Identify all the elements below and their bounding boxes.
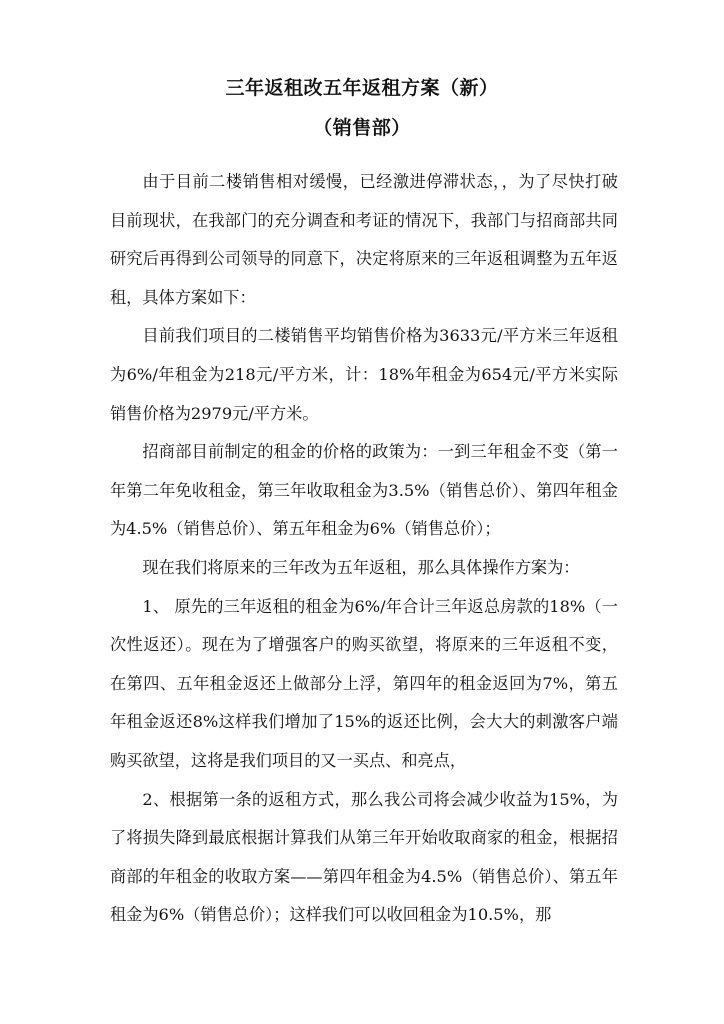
paragraph-item-2: 2、根据第一条的返租方式，那么我公司将会减少收益为15%，为了将损失降到最底根据计算我们从第三年开始收取商家的租金，根据招商部的年租金的收取方案——第四年租金为4.5%（销售总价）、第五年租金为6%（销售总价）；这样我们可以收回租金为10.5%，那 — [110, 789, 618, 925]
paragraph-rent-policy: 招商部目前制定的租金的价格的政策为：一到三年租金不变（第一年第二年免收租金，第三年收取租金为3.5%（销售总价）、第四年租金为4.5%（销售总价）、第五年租金为6%（销售总价）； — [110, 442, 618, 539]
paragraph-item-1: 1、 原先的三年返租的租金为6%/年合计三年返总房款的18%（一次性返还）。现在为了增强客户的购买欲望，将原来的三年返租不变，在第四、五年租金返还上做部分上浮，第四年的租金返回为7%，第五年租金返还8%这样我们增加了15%的返还比例，会大大的刺激客户端购买欲望，这将是我们项目的又一买点、和亮点， — [110, 596, 618, 770]
paragraph-plan-intro: 现在我们将原来的三年改为五年返租，那么具体操作方案为： — [142, 557, 580, 577]
paragraph-intro: 由于目前二楼销售相对缓慢，已经激进停滞状态，，为了尽快打破目前现状，在我部门的充分调查和考证的情况下，我部门与招商部共同研究后再得到公司领导的同意下，决定将原来的三年返租调整为五年返租，具体方案如下： — [110, 172, 618, 307]
paragraph-pricing: 目前我们项目的二楼销售平均销售价格为3633元/平方米三年返租为6%/年租金为218元/平方米，计：18%年租金为654元/平方米实际销售价格为2979元/平方米。 — [110, 326, 618, 423]
document-body — [110, 163, 618, 935]
document-subtitle: （销售部） — [313, 117, 411, 139]
document-title: 三年返租改五年返租方案（新） — [225, 77, 499, 99]
